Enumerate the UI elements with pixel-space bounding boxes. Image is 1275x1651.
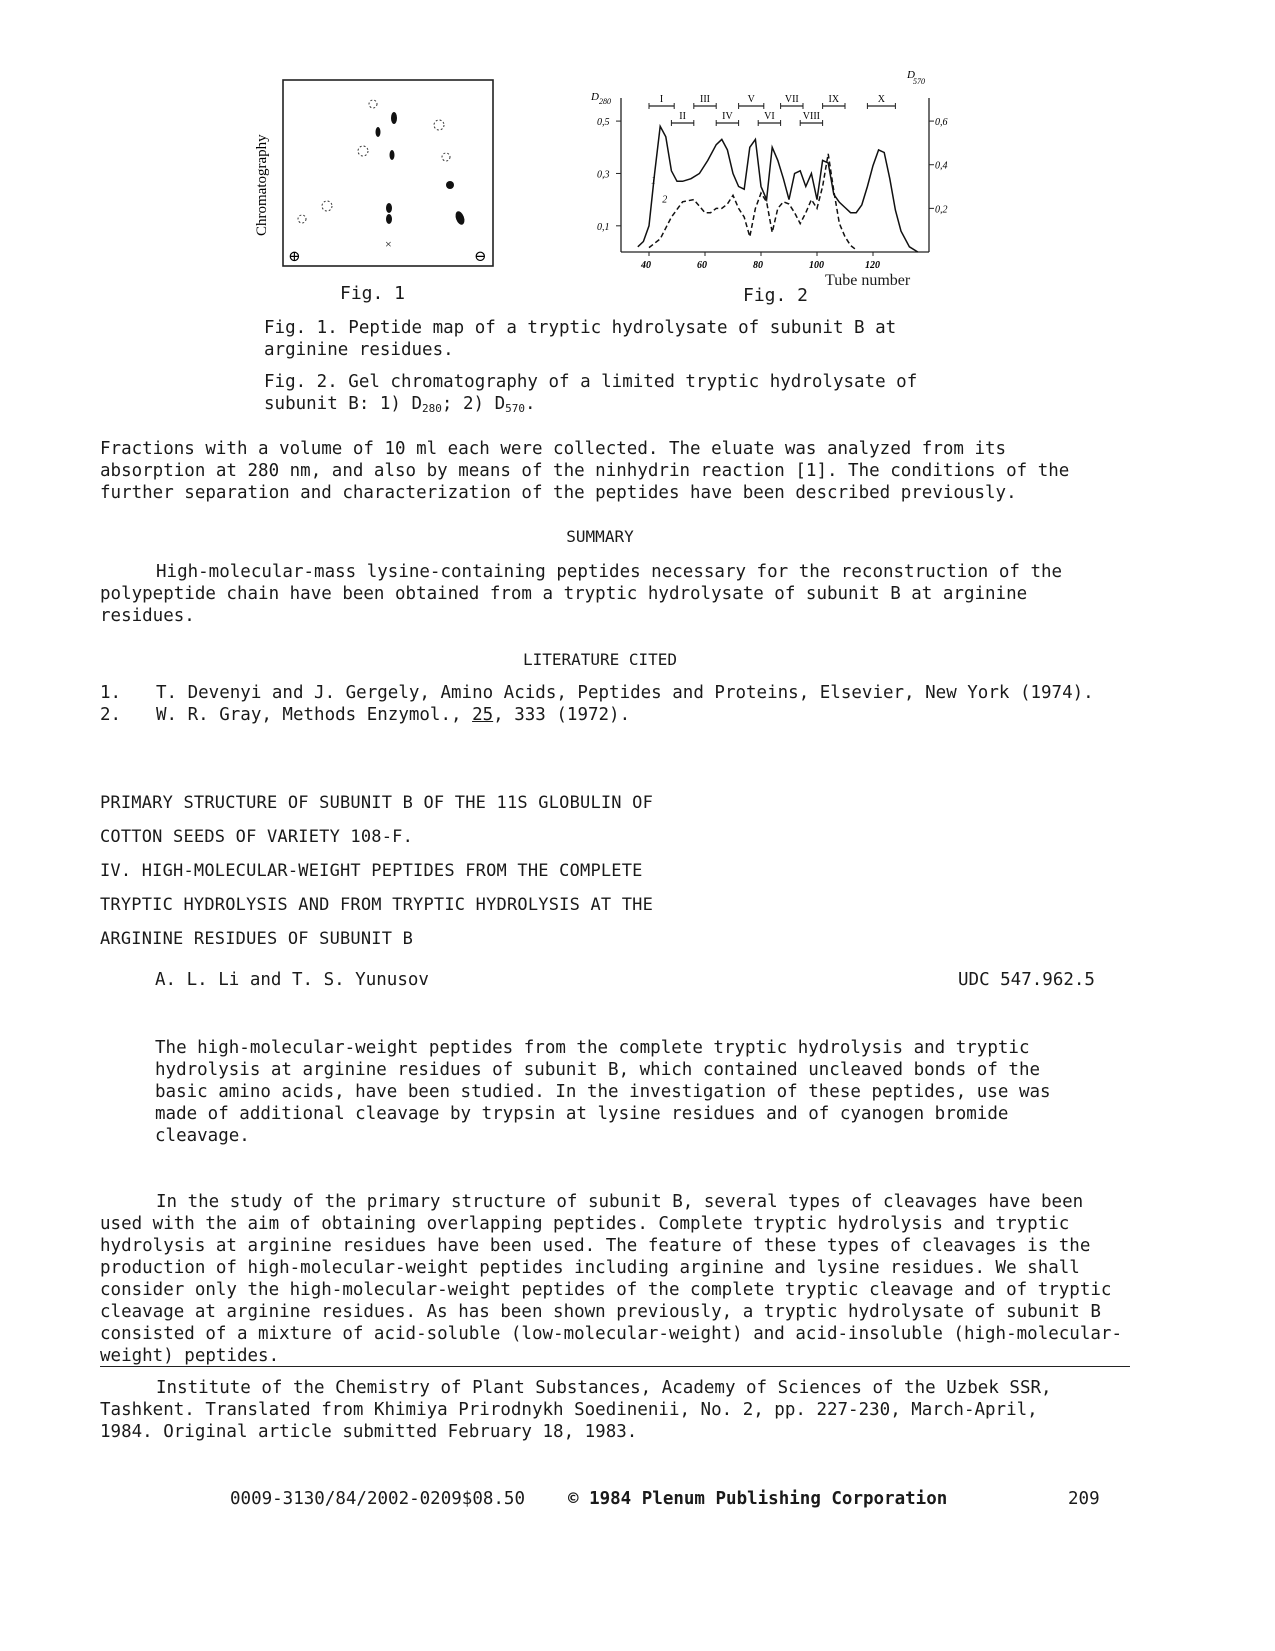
x-tick-label: 40 — [641, 260, 651, 271]
caption-fig1: Fig. 1. Peptide map of a tryptic hydrolysate of subunit B at arginine residues. — [264, 318, 897, 360]
spot-solid — [454, 210, 466, 226]
origin-mark: × — [385, 237, 392, 251]
footer-code: 0009-3130/84/2002-0209$08.50 — [230, 1489, 526, 1509]
fraction-bottom-label: II — [679, 111, 686, 122]
x-tick-label: 120 — [865, 260, 880, 271]
series-line-2 — [649, 154, 856, 250]
right-tick-label: 0,2 — [935, 204, 948, 216]
figure-2 — [585, 66, 955, 296]
x-tick-label: 60 — [697, 260, 707, 271]
anode-symbol: ⊕ — [288, 249, 301, 265]
left-tick-label: 0,5 — [597, 117, 610, 129]
summary-text: High-molecular-mass lysine-containing peptides necessary for the reconstruction of the polypeptide chain have been obtained from a tryptic hydrolysate of subunit B at arginine residues. — [100, 562, 1063, 626]
fraction-top-label: I — [659, 94, 664, 105]
spot-solid — [391, 112, 397, 124]
udc-code: UDC 547.962.5 — [958, 970, 1095, 990]
spot-solid — [386, 203, 392, 213]
body-paragraph: In the study of the primary structure of subunit B, several types of cleavages have been used with the aim of obtaining overlapping peptides. Complete tryptic hydrolysis and tryptic hydrolysis at arginine residues have been used. The feature of these types of cleavages is the production of high-molecular-weight peptides including arginine and lysine residues. We shall consider only the high-molecular-weight peptides of the complete tryptic cleavage and of tryptic cleavage at arginine residues. As has been shown previously, a tryptic hydrolysate of subunit B consisted of a mixture of acid-soluble (low-molecular-weight) and acid-insoluble (high-molecular-weight) peptides. — [100, 1192, 1122, 1366]
x-tick-label: 100 — [809, 260, 824, 271]
footnote-divider — [100, 1366, 1130, 1367]
summary-heading: SUMMARY — [566, 527, 634, 546]
footnote: Institute of the Chemistry of Plant Substances, Academy of Sciences of the Uzbek SSR, Tashkent. Translated from Khimiya Prirodnykh Soedinenii, No. 2, pp. 227-230, March-April, 1984. Original article submitted February 18, 1983. — [100, 1378, 1052, 1442]
fraction-top-label: III — [700, 94, 710, 105]
reference-item: 1. T. Devenyi and J. Gergely, Amino Acids, Peptides and Proteins, Elsevier, New York (1974). — [100, 683, 1094, 703]
spot-solid — [446, 181, 454, 189]
title-line: ARGININE RESIDUES OF SUBUNIT B — [100, 929, 414, 949]
left-axis-title: D — [591, 91, 599, 103]
figure-1-label: Fig. 1 — [340, 283, 406, 304]
gel-chromatography-chart — [585, 66, 955, 296]
right-axis-title-sub: 570 — [913, 77, 925, 86]
page-number: 209 — [1068, 1489, 1100, 1509]
fraction-top-label: VII — [784, 94, 799, 105]
reference-list — [100, 682, 1140, 726]
reference-item: 2. W. R. Gray, Methods Enzymol., 25, 333 (1972). — [100, 705, 631, 725]
cathode-symbol: ⊖ — [474, 249, 487, 265]
figure-1 — [250, 78, 500, 308]
left-tick-label: 0,3 — [597, 169, 610, 181]
fraction-top-label: X — [877, 94, 886, 105]
article-title — [100, 786, 800, 956]
right-axis-title: D — [907, 69, 915, 81]
spot-solid — [386, 214, 392, 224]
spot-open — [298, 215, 306, 223]
title-line: IV. HIGH-MOLECULAR-WEIGHT PEPTIDES FROM THE COMPLETE — [100, 861, 643, 881]
x-tick-label: 80 — [753, 260, 763, 271]
spot-solid — [376, 127, 381, 137]
fraction-top-label: IX — [828, 94, 840, 105]
left-axis-title-sub: 280 — [599, 97, 611, 106]
spot-open — [358, 146, 368, 156]
right-tick-label: 0,6 — [935, 117, 948, 129]
figure-2-label: Fig. 2 — [743, 285, 809, 306]
spot-open — [434, 120, 444, 130]
spot-open — [322, 201, 332, 211]
yaxis-label: Chromatography — [254, 134, 270, 236]
spot-open — [442, 153, 450, 161]
spot-open — [369, 100, 377, 108]
fraction-bottom-label: IV — [722, 111, 733, 122]
curve-label-1: 1 — [651, 175, 656, 187]
title-line: COTTON SEEDS OF VARIETY 108-F. — [100, 827, 414, 847]
curve-label-2: 2 — [662, 194, 668, 206]
series-line-1 — [638, 126, 918, 252]
fraction-top-label: V — [747, 94, 755, 105]
title-line: PRIMARY STRUCTURE OF SUBUNIT B OF THE 11S GLOBULIN OF — [100, 793, 654, 813]
abstract: The high-molecular-weight peptides from the complete tryptic hydrolysis and tryptic hydrolysis at arginine residues of subunit B, which contained uncleaved bonds of the basic amino acids, have been studied. In the investigation of these peptides, use was made of additional cleavage by trypsin at lysine residues and of cyanogen bromide cleavage. — [155, 1038, 1051, 1146]
right-tick-label: 0,4 — [935, 160, 948, 172]
figure-2-xlabel: Tube number — [825, 272, 911, 289]
caption-fig2: Fig. 2. Gel chromatography of a limited tryptic hydrolysate of subunit B: 1) $D_{280}$; 2) $D_{570}$. — [264, 372, 918, 415]
fraction-bottom-label: VIII — [802, 111, 821, 122]
fraction-bottom-label: VI — [764, 111, 775, 122]
authors: A. L. Li and T. S. Yunusov — [155, 970, 429, 990]
title-line: TRYPTIC HYDROLYSIS AND FROM TRYPTIC HYDROLYSIS AT THE — [100, 895, 654, 915]
left-tick-label: 0,1 — [597, 221, 610, 233]
footer-copyright: © 1984 Plenum Publishing Corporation — [568, 1489, 948, 1509]
literature-heading: LITERATURE CITED — [522, 650, 678, 669]
paragraph-fractions: Fractions with a volume of 10 ml each were collected. The eluate was analyzed from its absorption at 280 nm, and also by means of the ninhydrin reaction [1]. The conditions of the further separation and characterization of the peptides have been described previously. — [100, 439, 1070, 503]
peptide-map-plot — [250, 78, 500, 308]
spot-solid — [390, 150, 395, 160]
